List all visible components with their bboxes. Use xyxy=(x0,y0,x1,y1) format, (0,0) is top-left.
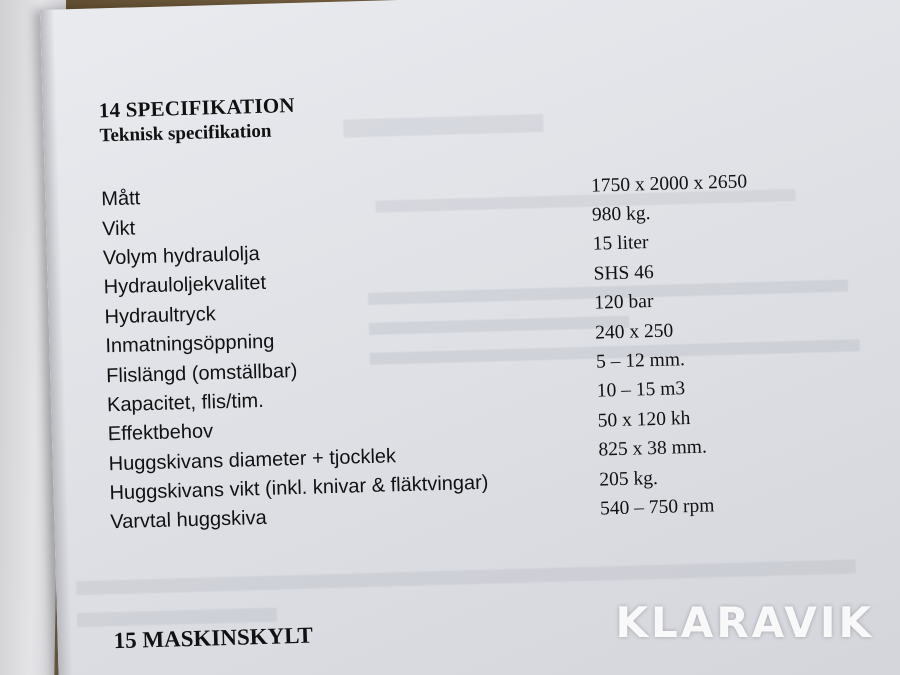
section-title: 15 MASKINSKYLT xyxy=(113,622,314,654)
spec-value: 1750 x 2000 x 2650 xyxy=(590,171,748,197)
spec-value: 205 kg. xyxy=(599,467,659,491)
bleed-through xyxy=(76,559,856,595)
spec-label: Huggskivans diameter + tjocklek xyxy=(108,444,397,475)
spec-label: Effektbehov xyxy=(107,420,214,446)
spec-value: 10 – 15 m3 xyxy=(596,378,686,403)
document-page xyxy=(40,0,900,675)
spec-label: Inmatningsöppning xyxy=(105,330,275,358)
spec-table xyxy=(101,167,757,538)
section-subtitle: Teknisk specifikation xyxy=(99,120,272,147)
spec-value: 120 bar xyxy=(594,291,654,314)
watermark-logo: KLARAVIK xyxy=(615,598,874,647)
section-title: 14 SPECIFIKATION xyxy=(98,92,296,123)
spec-value: 825 x 38 mm. xyxy=(598,436,708,461)
spec-label: Hydraultryck xyxy=(104,302,217,329)
spec-label: Huggskivans vikt (inkl. knivar & fläktvingar) xyxy=(109,471,489,505)
spec-value: 540 – 750 rpm xyxy=(599,495,715,520)
spec-label: Mått xyxy=(101,187,141,211)
spec-label: Kapacitet, flis/tim. xyxy=(106,389,265,417)
spec-label: Vikt xyxy=(101,217,136,240)
spec-value: 50 x 120 kh xyxy=(597,407,691,432)
spec-value: 5 – 12 mm. xyxy=(595,349,686,373)
spec-label: Hydrauloljekvalitet xyxy=(103,272,267,299)
spec-value: SHS 46 xyxy=(593,261,655,285)
spec-label: Varvtal huggskiva xyxy=(110,507,267,534)
spec-value: 240 x 250 xyxy=(594,320,674,344)
spec-value: 980 kg. xyxy=(591,203,651,226)
spec-label: Volym hydraulolja xyxy=(102,242,260,270)
spec-value: 15 liter xyxy=(592,232,649,256)
spec-label: Flislängd (omställbar) xyxy=(105,359,298,387)
